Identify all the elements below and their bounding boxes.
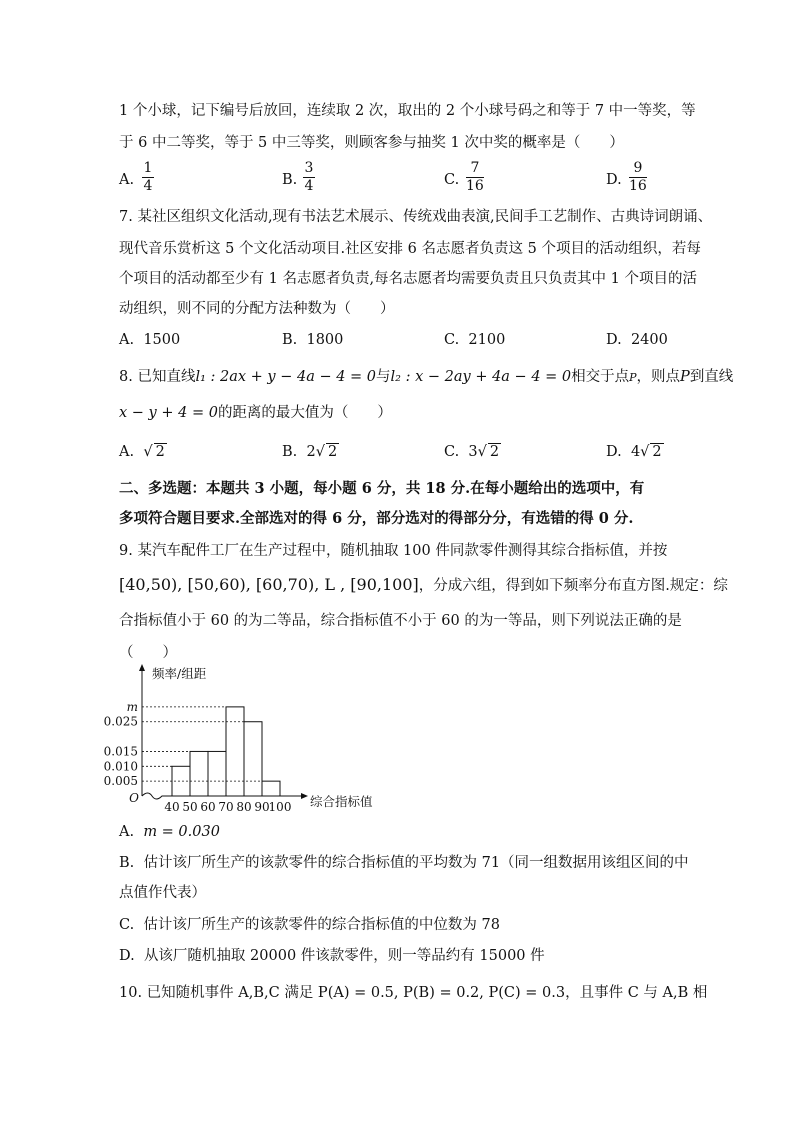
q6-line-2: 于 6 中二等奖，等于 5 中三等奖，则顾客参与抽奖 1 次中奖的概率是（ ） [119,135,624,151]
x-tick-label: 70 [218,800,234,814]
y-tick-label: m [126,699,138,714]
q10-line-1: 10. 已知随机事件 A,B,C 满足 P(A) = 0.5, P(B) = 0.2, P(C) = 0.3，且事件 C 与 A,B 相 [119,985,708,1001]
q7-line-4: 动组织，则不同的分配方法种数为（ ） [119,301,395,317]
q9-line-4: （ ） [119,645,177,661]
q8-line-l2: l₂ : x − 2ay + 4a − 4 = 0 [390,369,572,385]
section-2-heading-line-1: 二、多选题：本题共 3 小题，每小题 6 分，共 18 分.在每小题给出的选项中，有 [119,480,645,497]
q6-option-a-fraction [142,160,154,195]
q6-option-d-letter: D. [606,172,622,188]
q6-option-b-letter: B. [282,172,298,188]
q9-option-b: B. 估计该厂所生产的该款零件的综合指标值的平均数为 71（同一组数据用该组区间的中 [119,855,689,871]
q7-option-a: A. 1500 [119,332,181,348]
frequency-histogram [103,662,388,818]
histogram-bar [208,751,226,796]
x-tick-label: 60 [200,800,216,814]
q7-line-2: 现代音乐赏析这 5 个文化活动项目.社区安排 6 名志愿者负责这 5 个项目的活动组织，若每 [119,241,701,257]
x-tick-label: 80 [236,800,252,814]
q7-line-3: 个项目的活动都至少有 1 名志愿者负责,每名志愿者均需要负责且只负责其中 1 个项目的活 [119,271,697,287]
q9-option-a: A. m = 0.030 [119,824,220,840]
y-tick-label: 0.025 [103,714,138,729]
q6-option-b-den: 4 [304,178,314,194]
origin-label: O [129,791,139,805]
q8-option-c: C. 3√ 2 [444,444,500,460]
q8-line-2: x − y + 4 = 0的距离的最大值为（ ） [119,405,392,421]
y-tick-label: 0.015 [103,744,138,759]
q6-option-d-num: 9 [633,160,643,176]
q6-option-d-fraction [629,160,647,195]
q8-line-1: 8. 已知直线l₁ : 2ax + y − 4a − 4 = 0与l₂ : x − 2ay + 4a − 4 = 0相交于点P，则点P到直线 [119,369,734,385]
q7-option-d: D. 2400 [606,332,668,348]
q9-line-1: 9. 某汽车配件工厂在生产过程中，随机抽取 100 件同款零件测得其综合指标值，并按 [119,543,668,559]
q8-option-a: A. √ 2 [119,444,165,460]
y-tick-label: 0.010 [103,759,138,774]
x-tick-label: 90 [254,800,270,814]
q6-option-c-num: 7 [470,160,480,176]
histogram-bar [262,781,280,796]
x-tick-label: 100 [268,800,292,814]
q9-option-c: C. 估计该厂所生产的该款零件的综合指标值的中位数为 78 [119,917,500,933]
histogram-bar [190,751,208,796]
q9-line-3: 合指标值小于 60 的为二等品，综合指标值不小于 60 的为一等品，则下列说法正确的是 [119,613,682,629]
q6-option-b-fraction [303,160,315,195]
axis-break [142,793,172,799]
q8-option-b: B. 2√ 2 [282,444,338,460]
histogram-bar [226,707,244,796]
q7-line-1: 7. 某社区组织文化活动,现有书法艺术展示、传统戏曲表演,民间手工艺制作、古典诗词朗诵、 [119,209,713,225]
q6-option-a-letter: A. [119,172,135,188]
section-2-heading-line-2: 多项符合题目要求.全部选对的得 6 分，部分选对的得部分分，有选错的得 0 分. [119,510,634,527]
x-tick-label: 50 [182,800,198,814]
q7-option-c: C. 2100 [444,332,506,348]
q9-option-d: D. 从该厂随机抽取 20000 件该款零件，则一等品约有 15000 件 [119,948,545,964]
q6-option-c-fraction [466,160,484,195]
q6-option-a-num: 1 [143,160,153,176]
q6-option-b-num: 3 [304,160,314,176]
y-tick-label: 0.005 [103,774,138,789]
y-axis-title: 频率/组距 [152,666,207,681]
x-axis-arrow [301,793,308,799]
x-tick-label: 40 [164,800,180,814]
x-axis-title: 综合指标值 [310,794,373,809]
q6-line-1: 1 个小球，记下编号后放回，连续取 2 次，取出的 2 个小球号码之和等于 7 中一等奖，等 [119,103,696,119]
q6-option-c-letter: C. [444,172,460,188]
y-axis-arrow [139,664,145,671]
q9-option-b-cont: 点值作代表） [119,885,206,901]
q8-line-l1: l₁ : 2ax + y − 4a − 4 = 0 [195,369,377,385]
q7-option-b: B. 1800 [282,332,344,348]
q8-option-d: D. 4√ 2 [606,444,662,460]
q6-option-c-den: 16 [466,178,484,194]
q9-line-2: [40,50), [50,60), [60,70), L , [90,100]，分成六组，得到如下频率分布直方图.规定：综 [119,575,728,594]
histogram-bar [244,722,262,796]
q6-option-a-den: 4 [143,178,153,194]
q6-option-d-den: 16 [629,178,647,194]
